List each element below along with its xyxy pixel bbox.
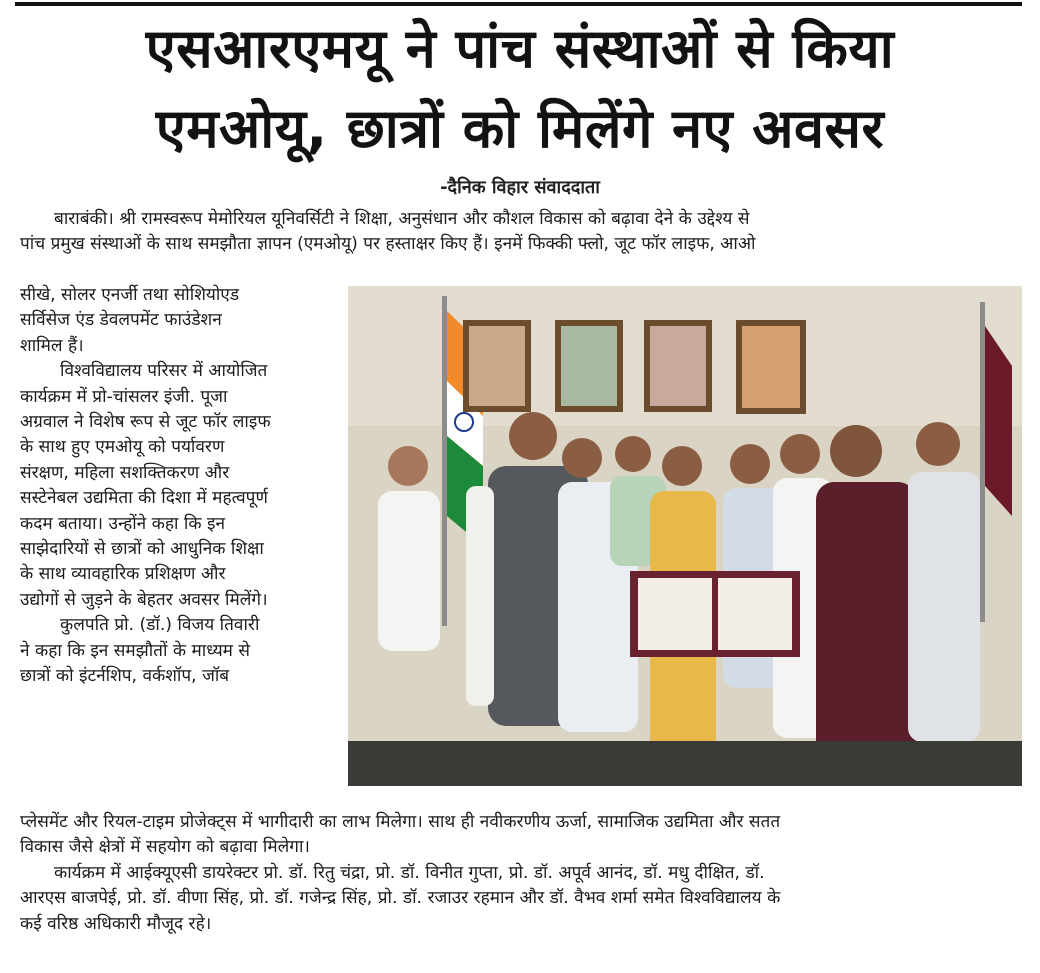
text-line: के साथ हुए एमओयू को पर्यावरण (20, 437, 225, 458)
bottom-text (20, 810, 1024, 937)
text-line: छात्रों को इंटर्नशिप, वर्कशॉप, जॉब (20, 666, 230, 687)
text-line: अग्रवाल ने विशेष रूप से जूट फॉर लाइफ (20, 412, 271, 433)
text-line: ने कहा कि इन समझौतों के माध्यम से (20, 640, 251, 661)
headline-line-2: एमओयू, छात्रों को मिलेंगे नए अवसर (155, 97, 885, 160)
text-line: सीखे, सोलर एनर्जी तथा सोशियोएड (20, 285, 240, 305)
text-line: विश्वविद्यालय परिसर में आयोजित (60, 361, 268, 382)
text-line: पांच प्रमुख संस्थाओं के साथ समझौता ज्ञापन (एमओयू) पर हस्ताक्षर किए हैं। इनमें फिक्की फ्लो, जूट फॉर लाइफ, आओ (20, 234, 756, 255)
byline: -दैनिक विहार संवाददाता (440, 177, 600, 198)
text-line: प्लेसमेंट और रियल-टाइम प्रोजेक्ट्स में भागीदारी का लाभ मिलेगा। साथ ही नवीकरणीय ऊर्जा, सामाजिक उद्यमिता और सतत (20, 812, 781, 832)
text-line: कार्यक्रम में प्रो-चांसलर इंजी. पूजा (20, 386, 228, 407)
text-line: सस्टेनेबल उद्यमिता की दिशा में महत्वपूर्ण (20, 488, 268, 509)
text-line: बाराबंकी। श्री रामस्वरूप मेमोरियल यूनिवर्सिटी ने शिक्षा, अनुसंधान और कौशल विकास को बढ़ावा देने के उद्देश्य से (54, 209, 750, 229)
column-text (20, 283, 340, 690)
text-line: कई वरिष्ठ अधिकारी मौजूद रहे। (20, 913, 212, 934)
text-line: कार्यक्रम में आईक्यूएसी डायरेक्टर प्रो. डॉ. रितु चंद्रा, प्रो. डॉ. विनीत गुप्ता, प्रो. डॉ. अपूर्व आनंद, डॉ. मधु दीक्षित, डॉ. (54, 862, 765, 883)
intro-paragraph (20, 207, 1024, 258)
text-line: आरएस बाजपेई, प्रो. डॉ. वीणा सिंह, प्रो. डॉ. गजेन्द्र सिंह, प्रो. डॉ. रजाउर रहमान और डॉ. वैभव शर्मा समेत विश्वविद्यालय के (20, 888, 781, 909)
group-photo (348, 286, 1022, 786)
text-line: शामिल हैं। (20, 335, 84, 356)
text-line: साझेदारियों से छात्रों को आधुनिक शिक्षा (20, 539, 264, 560)
text-line: कदम बताया। उन्होंने कहा कि इन (20, 513, 226, 534)
text-line: के साथ व्यावहारिक प्रशिक्षण और (20, 564, 226, 585)
headline-line-1: एसआरएमयू ने पांच संस्थाओं से किया (145, 17, 895, 80)
text-line: विकास जैसे क्षेत्रों में सहयोग को बढ़ावा मिलेगा। (20, 837, 310, 858)
text-line: संरक्षण, महिला सशक्तिकरण और (20, 462, 230, 483)
top-rule (15, 2, 1022, 6)
text-line: सर्विसेज एंड डेवलपमेंट फाउंडेशन (20, 310, 222, 331)
text-line: कुलपति प्रो. (डॉ.) विजय तिवारी (60, 615, 260, 636)
text-line: उद्योगों से जुड़ने के बेहतर अवसर मिलेंगे। (20, 589, 268, 610)
group-photo-icon (348, 286, 1022, 786)
